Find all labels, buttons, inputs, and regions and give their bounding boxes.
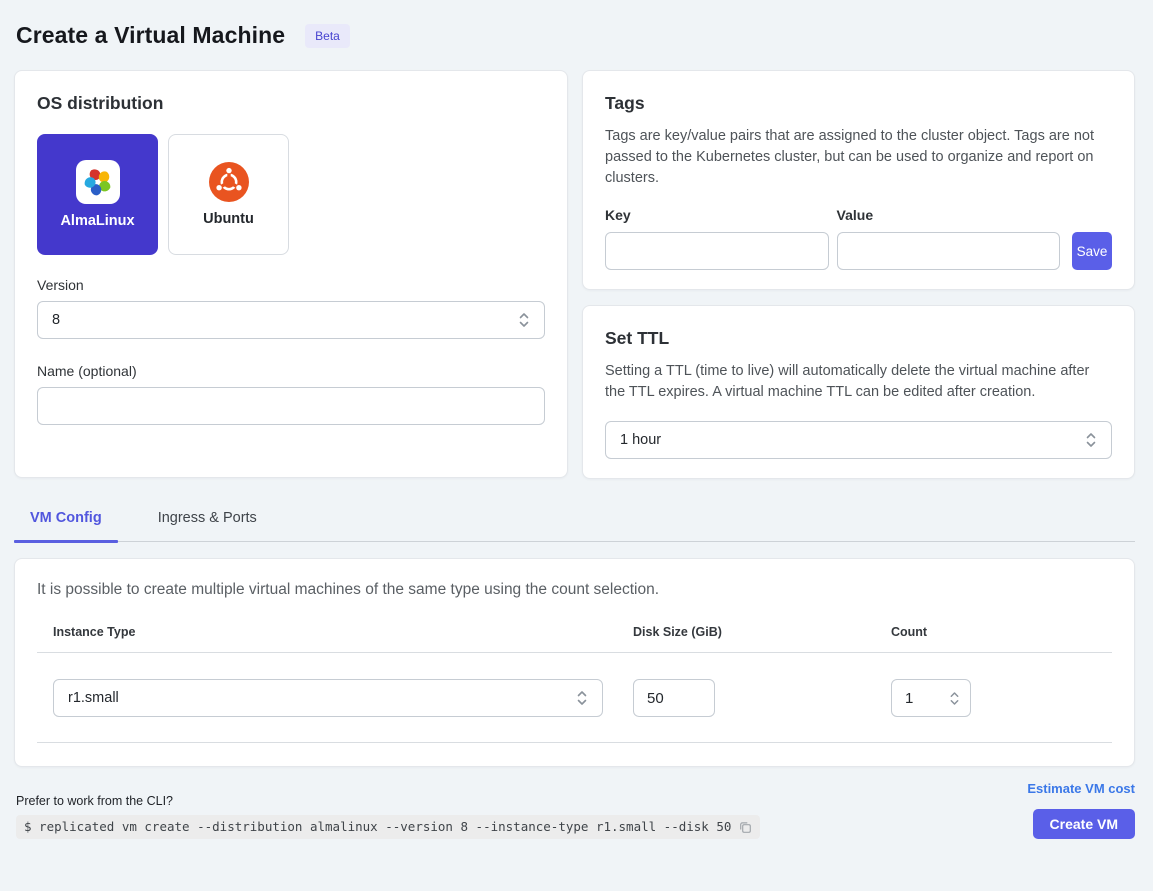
column-disk-size: Disk Size (GiB) (633, 625, 722, 639)
tab-bar (14, 506, 1135, 542)
instance-type-value: r1.small (68, 690, 119, 706)
instance-type-select[interactable] (53, 679, 603, 717)
disk-size-input[interactable] (633, 679, 715, 717)
os-distribution-heading: OS distribution (37, 93, 164, 113)
footer (16, 781, 1135, 839)
count-stepper[interactable] (891, 679, 971, 717)
chevron-updown-icon (1085, 432, 1097, 448)
page-header (0, 0, 1153, 56)
ttl-select[interactable] (605, 421, 1112, 459)
tags-card (582, 70, 1135, 290)
vm-config-description: It is possible to create multiple virtual machines of the same type using the count selection. (37, 581, 660, 598)
set-ttl-description: Setting a TTL (time to live) will automatically delete the virtual machine after the TTL expires. A virtual machine TTL can be edited after creation. (605, 363, 1090, 401)
vm-name-label: Name (optional) (37, 363, 137, 379)
vm-config-card (14, 558, 1135, 767)
cli-command-text: $ replicated vm create --distribution almalinux --version 8 --instance-type r1.small --disk 50 (24, 819, 732, 834)
tag-key-input[interactable] (605, 232, 829, 270)
column-count: Count (891, 625, 928, 639)
tab-ingress-ports[interactable]: Ingress & Ports (157, 510, 257, 526)
vm-name-input[interactable] (37, 387, 545, 425)
os-tiles (37, 134, 545, 255)
cli-command-block (16, 815, 760, 839)
create-vm-button[interactable]: Create VM (1033, 809, 1135, 839)
ubuntu-icon (209, 162, 249, 202)
table-row (37, 653, 1112, 743)
tag-value-input[interactable] (837, 232, 1061, 270)
chevron-updown-icon (518, 312, 530, 328)
ttl-select-value: 1 hour (620, 432, 662, 449)
page-title: Create a Virtual Machine (16, 22, 286, 48)
cli-prompt-text: Prefer to work from the CLI? (16, 794, 174, 808)
tags-kv-row (605, 207, 1112, 270)
right-column (582, 70, 1135, 479)
os-tile-almalinux[interactable] (37, 134, 158, 255)
top-grid (0, 56, 1153, 479)
tags-description: Tags are key/value pairs that are assigned to the cluster object. Tags are not passed to the Kubernetes cluster, but can be used to organize and report on clusters. (605, 128, 1094, 187)
tab-vm-config[interactable]: VM Config (14, 506, 118, 541)
vm-config-table-header (37, 625, 1112, 653)
set-ttl-card (582, 305, 1135, 479)
stepper-updown-icon (949, 691, 960, 706)
footer-actions (1027, 781, 1135, 839)
almalinux-icon (76, 160, 120, 204)
os-tile-label: AlmaLinux (60, 213, 135, 229)
chevron-updown-icon (576, 690, 588, 706)
tags-heading: Tags (605, 93, 645, 113)
beta-badge: Beta (305, 24, 350, 48)
version-select[interactable] (37, 301, 545, 339)
count-input[interactable] (905, 690, 935, 707)
tag-value-label: Value (836, 207, 874, 224)
cli-block (16, 794, 760, 839)
os-distribution-card (14, 70, 568, 478)
copy-icon[interactable] (738, 820, 752, 834)
os-tile-ubuntu[interactable] (168, 134, 289, 255)
save-tag-button[interactable]: Save (1072, 232, 1112, 270)
tag-key-label: Key (605, 207, 631, 224)
estimate-vm-cost-link[interactable]: Estimate VM cost (1027, 781, 1135, 796)
version-label: Version (37, 277, 84, 293)
column-instance-type: Instance Type (53, 625, 136, 639)
os-tile-label: Ubuntu (203, 211, 254, 227)
set-ttl-heading: Set TTL (605, 328, 670, 348)
version-select-value: 8 (52, 312, 61, 328)
